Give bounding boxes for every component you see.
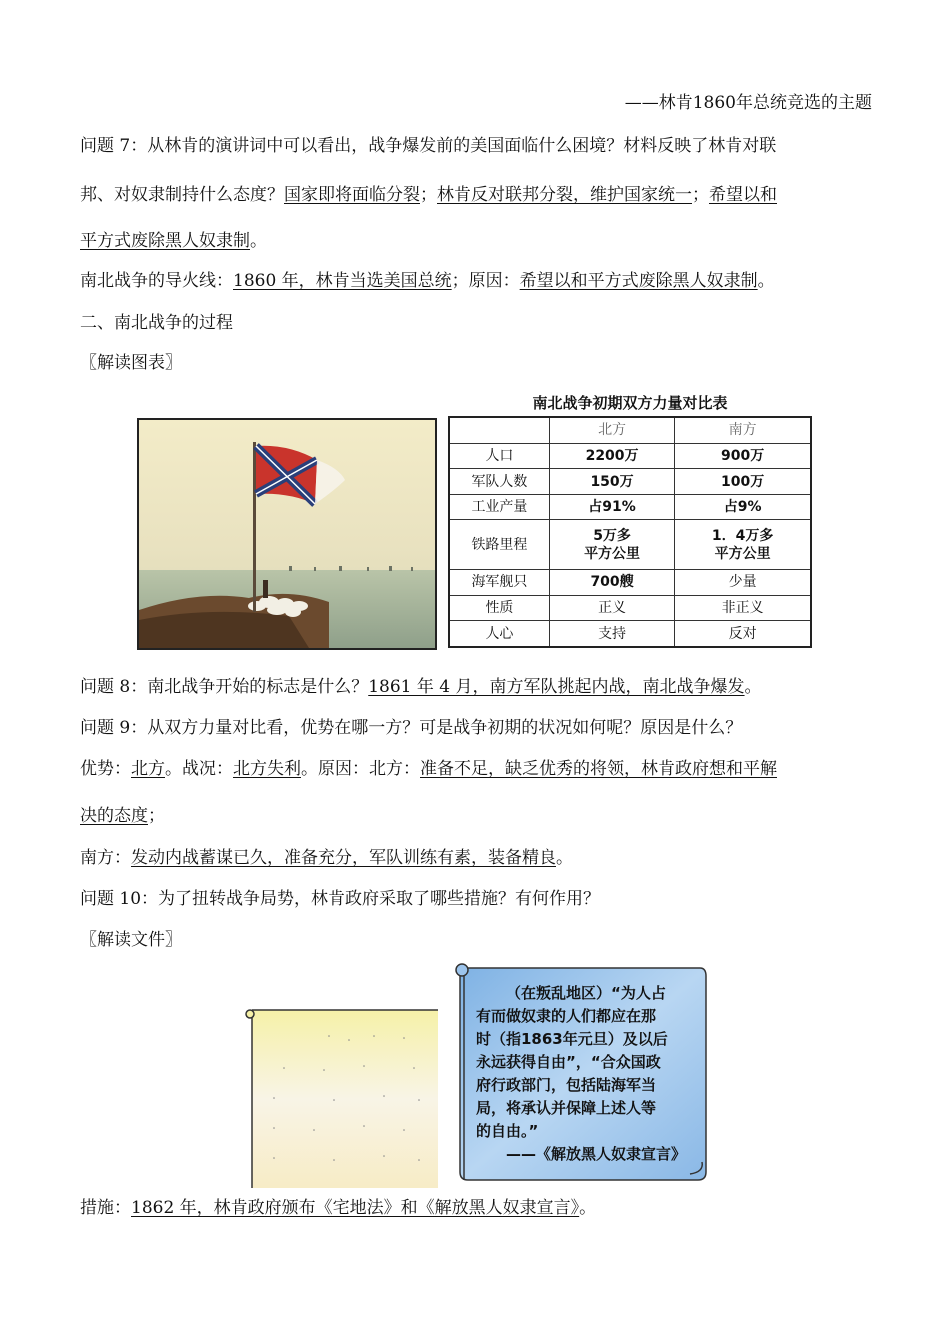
table-header-row xyxy=(449,417,811,443)
painting-illustration xyxy=(139,420,435,648)
force-comparison-table xyxy=(448,416,812,648)
row-label: 性质 xyxy=(449,595,549,621)
table-title: 南北战争初期双方力量对比表 xyxy=(532,394,728,412)
table-row xyxy=(449,595,811,621)
north-reason-b: 决的态度 xyxy=(80,806,148,826)
table-header-blank xyxy=(449,417,549,443)
north-value: 2200万 xyxy=(549,443,674,469)
question-7-text: 邦、对奴隶制持什么态度？ xyxy=(80,185,284,205)
reason-label: 。原因：北方： xyxy=(301,759,420,779)
north-value: 700艘 xyxy=(549,570,674,596)
row-label: 人心 xyxy=(449,621,549,647)
separator: ； xyxy=(148,806,165,826)
question-7-line2 xyxy=(80,184,777,206)
measure-line xyxy=(80,1197,596,1219)
question-9-text: 问题 9：从双方力量对比看，优势在哪一方？可是战争初期的状况如何呢？原因是什么？ xyxy=(80,718,743,738)
answer-7-slavery-b: 平方式废除黑人奴隶制 xyxy=(80,231,250,251)
emancipation-quote xyxy=(476,982,686,1166)
period: 。 xyxy=(744,677,762,697)
period: 。 xyxy=(579,1198,597,1218)
table-header-north: 北方 xyxy=(549,417,674,443)
period: 。 xyxy=(757,271,775,291)
table-row xyxy=(449,443,811,469)
quote-line: 的自由。” xyxy=(476,1122,539,1140)
fuse-label: 南北战争的导火线： xyxy=(80,271,233,291)
south-value: 100万 xyxy=(675,469,811,495)
quote-attribution: ——林肯1860年总统竞选的主题 xyxy=(624,93,872,113)
quote-source: ——《解放黑人奴隶宣言》 xyxy=(505,1145,686,1163)
question-10-text: 问题 10：为了扭转战争局势，林肯政府采取了哪些措施？有何作用？ xyxy=(80,889,601,909)
quote-line: 时（指1863年元旦）及以后 xyxy=(476,1030,668,1048)
south-value: 900万 xyxy=(675,443,811,469)
reason-answer: 希望以和平方式废除黑人奴隶制 xyxy=(519,271,758,291)
section-heading: 二、南北战争的过程 xyxy=(80,313,233,333)
north-value: 150万 xyxy=(549,469,674,495)
period: 。 xyxy=(556,848,573,868)
south-value: 反对 xyxy=(675,621,811,647)
answer-8: 1861 年 4 月，南方军队挑起内战，南北战争爆发 xyxy=(368,677,745,697)
south-reason: 发动内战蓄谋已久，准备充分，军队训练有素，装备精良 xyxy=(131,848,556,868)
quote-line: 有而做奴隶的人们都应在那 xyxy=(476,1007,657,1025)
south-value: 占9% xyxy=(675,494,811,520)
north-value: 正义 xyxy=(549,595,674,621)
fuse-answer: 1860 年，林肯当选美国总统 xyxy=(233,271,452,291)
south-label: 南方： xyxy=(80,848,131,868)
advantage-answer: 北方 xyxy=(131,759,165,779)
south-value: 非正义 xyxy=(675,595,811,621)
measure-answer: 1862 年，林肯政府颁布《宅地法》和《解放黑人奴隶宣言》 xyxy=(131,1198,580,1218)
question-9-answer-line2 xyxy=(80,805,165,827)
quote-line: 局，将承认并保障上述人等 xyxy=(476,1099,657,1117)
read-chart-label: 〖解读图表〗 xyxy=(80,353,182,373)
table-row xyxy=(449,469,811,495)
question-8-line xyxy=(80,676,762,698)
north-value: 5万多 平方公里 xyxy=(549,520,674,570)
answer-7-dilemma: 国家即将面临分裂 xyxy=(284,185,420,205)
advantage-label: 优势： xyxy=(80,759,131,779)
answer-7-slavery-a: 希望以和 xyxy=(709,185,777,205)
north-value: 支持 xyxy=(549,621,674,647)
answer-7-union: 林肯反对联邦分裂，维护国家统一 xyxy=(437,185,692,205)
question-9-answer-line1 xyxy=(80,758,777,780)
north-value: 占91% xyxy=(549,494,674,520)
quote-line: 永远获得自由”，“合众国政 xyxy=(476,1053,661,1071)
row-label: 工业产量 xyxy=(449,494,549,520)
table-row xyxy=(449,494,811,520)
quote-line: 府行政部门，包括陆海军当 xyxy=(476,1076,657,1094)
row-label: 海军舰只 xyxy=(449,570,549,596)
table-row xyxy=(449,621,811,647)
table-header-south: 南方 xyxy=(675,417,811,443)
question-8-text: 问题 8：南北战争开始的标志是什么？ xyxy=(80,677,369,697)
fort-sumter-flag-painting xyxy=(137,418,437,650)
south-value: 1．4万多 平方公里 xyxy=(675,520,811,570)
south-value: 少量 xyxy=(675,570,811,596)
war-fuse-line xyxy=(80,270,775,292)
read-document-label: 〖解读文件〗 xyxy=(80,930,182,950)
row-label: 人口 xyxy=(449,443,549,469)
war-status-label: 。战况： xyxy=(165,759,233,779)
table-row xyxy=(449,570,811,596)
table-row xyxy=(449,520,811,570)
separator: ； xyxy=(692,185,709,205)
yellow-scroll-image xyxy=(244,1006,440,1188)
reason-label: ；原因： xyxy=(451,271,520,291)
row-label: 军队人数 xyxy=(449,469,549,495)
row-label: 铁路里程 xyxy=(449,520,549,570)
question-7-line1: 问题 7：从林肯的演讲词中可以看出，战争爆发前的美国面临什么困境？材料反映了林肯对联 xyxy=(80,136,777,156)
period: 。 xyxy=(250,231,267,251)
north-reason-a: 准备不足，缺乏优秀的将领，林肯政府想和平解 xyxy=(420,759,777,779)
question-9-answer-line3 xyxy=(80,847,573,869)
war-status-answer: 北方失利 xyxy=(233,759,301,779)
measure-label: 措施： xyxy=(80,1198,131,1218)
question-7-line3 xyxy=(80,230,267,252)
quote-line: （在叛乱地区）“为人占 xyxy=(506,984,666,1002)
separator: ； xyxy=(420,185,437,205)
